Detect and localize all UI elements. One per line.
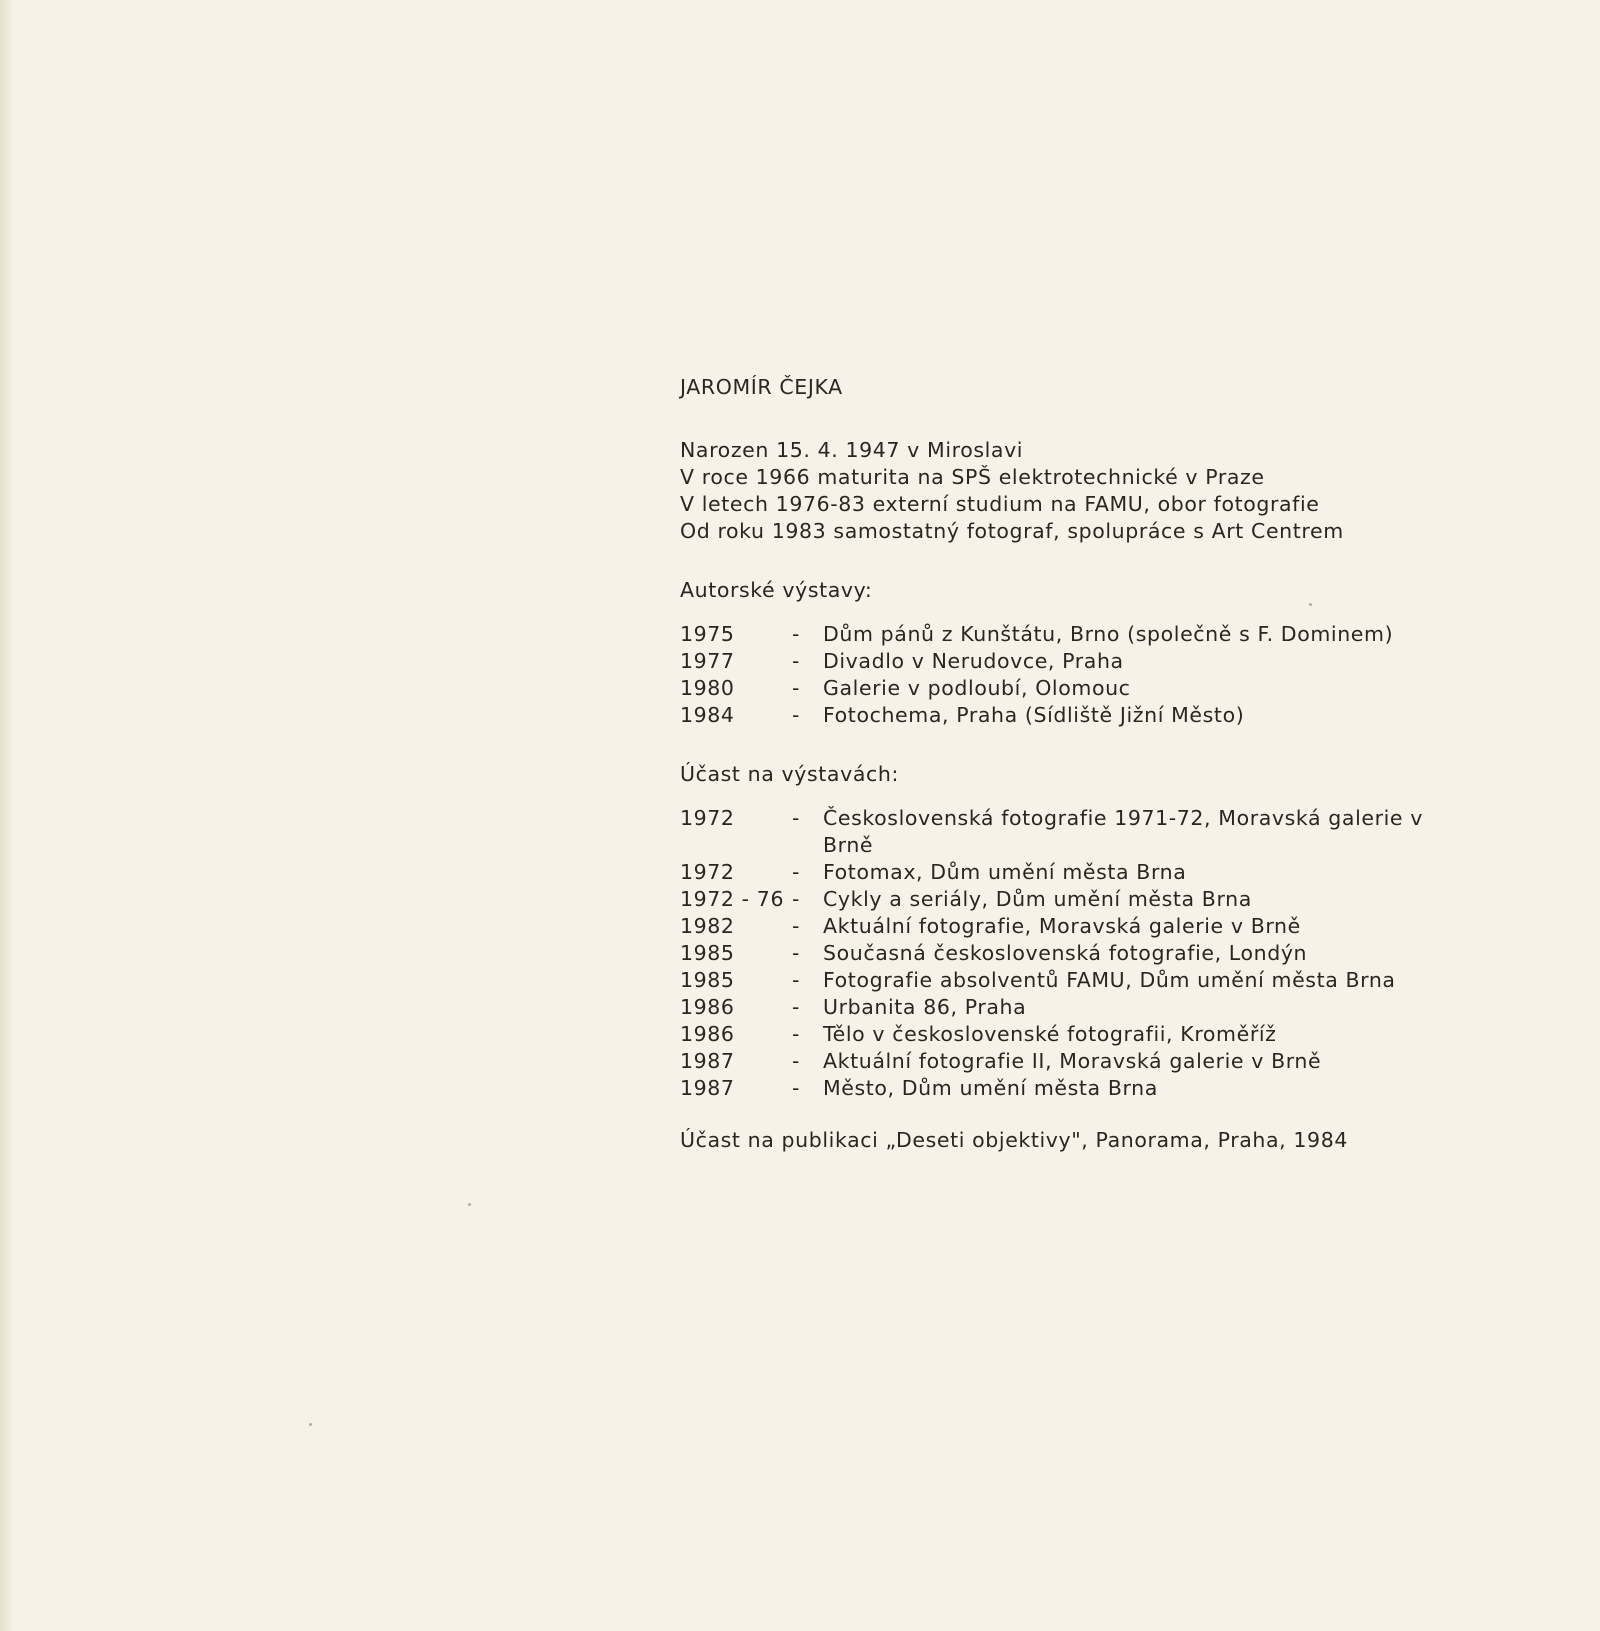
group-exhibition-title: Cykly a seriály, Dům umění města Brna — [823, 887, 1252, 911]
solo-exhibition-dash: - — [792, 676, 800, 700]
group-exhibition-row — [680, 1021, 1580, 1048]
solo-exhibitions-heading: Autorské výstavy: — [680, 578, 873, 602]
solo-exhibition-dash: - — [792, 703, 800, 727]
group-exhibition-dash: - — [792, 914, 800, 938]
group-exhibition-year: 1972 — [680, 860, 735, 884]
group-exhibition-title: Fotografie absolventů FAMU, Dům umění města Brna — [823, 968, 1396, 992]
solo-exhibition-row — [680, 702, 1580, 729]
solo-exhibition-year: 1984 — [680, 703, 735, 727]
publication-note: Účast na publikaci „Deseti objektivy", Panorama, Praha, 1984 — [680, 1128, 1348, 1152]
group-exhibition-dash: - — [792, 995, 800, 1019]
group-exhibition-title: Aktuální fotografie II, Moravská galerie v Brně — [823, 1049, 1322, 1073]
group-exhibition-row — [680, 1048, 1580, 1075]
biography-block — [680, 374, 1580, 1154]
bio-line: V roce 1966 maturita na SPŠ elektrotechnické v Praze — [680, 465, 1265, 489]
group-exhibition-year: 1972 — [680, 806, 735, 830]
group-exhibition-title: Fotomax, Dům umění města Brna — [823, 860, 1187, 884]
group-exhibition-year: 1985 — [680, 941, 735, 965]
group-exhibition-dash: - — [792, 1022, 800, 1046]
solo-exhibition-title: Galerie v podloubí, Olomouc — [823, 676, 1131, 700]
solo-exhibition-year: 1977 — [680, 649, 735, 673]
solo-exhibition-dash: - — [792, 622, 800, 646]
solo-exhibition-row — [680, 621, 1580, 648]
bio-line: V letech 1976-83 externí studium na FAMU, obor fotografie — [680, 492, 1320, 516]
group-exhibition-year: 1985 — [680, 968, 735, 992]
bio-section — [680, 437, 1580, 545]
group-exhibition-title: Tělo v československé fotografii, Kroměříž — [823, 1022, 1277, 1046]
group-exhibition-dash: - — [792, 887, 800, 911]
group-exhibitions-list — [680, 805, 1580, 1102]
group-exhibition-year: 1986 — [680, 1022, 735, 1046]
group-exhibition-row — [680, 805, 1580, 859]
group-exhibition-title: Město, Dům umění města Brna — [823, 1076, 1158, 1100]
solo-exhibition-row — [680, 675, 1580, 702]
group-exhibition-row — [680, 886, 1580, 913]
group-exhibition-year: 1987 — [680, 1049, 735, 1073]
group-exhibition-row — [680, 859, 1580, 886]
paper-speck — [309, 1423, 312, 1426]
solo-exhibition-dash: - — [792, 649, 800, 673]
group-exhibition-row — [680, 1075, 1580, 1102]
group-exhibition-dash: - — [792, 860, 800, 884]
paper-speck — [468, 1203, 471, 1206]
solo-exhibition-title: Dům pánů z Kunštátu, Brno (společně s F. Dominem) — [823, 622, 1394, 646]
page-gutter-shadow — [0, 0, 14, 1631]
artist-name: JAROMÍR ČEJKA — [680, 375, 843, 399]
group-exhibition-year: 1972 - 76 — [680, 887, 785, 911]
group-exhibition-title: Urbanita 86, Praha — [823, 995, 1027, 1019]
bio-line: Od roku 1983 samostatný fotograf, spolupráce s Art Centrem — [680, 519, 1344, 543]
group-exhibition-row — [680, 994, 1580, 1021]
group-exhibition-title: Aktuální fotografie, Moravská galerie v Brně — [823, 914, 1301, 938]
solo-exhibition-title: Fotochema, Praha (Sídliště Jižní Město) — [823, 703, 1245, 727]
bio-line: Narozen 15. 4. 1947 v Miroslavi — [680, 438, 1024, 462]
solo-exhibition-title: Divadlo v Nerudovce, Praha — [823, 649, 1124, 673]
solo-exhibition-year: 1980 — [680, 676, 735, 700]
group-exhibitions-heading: Účast na výstavách: — [680, 762, 899, 786]
group-exhibition-dash: - — [792, 1049, 800, 1073]
group-exhibition-year: 1986 — [680, 995, 735, 1019]
group-exhibition-dash: - — [792, 1076, 800, 1100]
solo-exhibition-row — [680, 648, 1580, 675]
solo-exhibition-year: 1975 — [680, 622, 735, 646]
solo-exhibitions-list — [680, 621, 1580, 729]
group-exhibition-title: Současná československá fotografie, Londýn — [823, 941, 1308, 965]
group-exhibition-dash: - — [792, 941, 800, 965]
group-exhibition-row — [680, 967, 1580, 994]
group-exhibition-year: 1982 — [680, 914, 735, 938]
group-exhibition-dash: - — [792, 806, 800, 830]
group-exhibition-year: 1987 — [680, 1076, 735, 1100]
group-exhibition-title: Československá fotografie 1971-72, Moravská galerie v Brně — [823, 806, 1423, 857]
group-exhibition-dash: - — [792, 968, 800, 992]
group-exhibition-row — [680, 913, 1580, 940]
group-exhibition-row — [680, 940, 1580, 967]
